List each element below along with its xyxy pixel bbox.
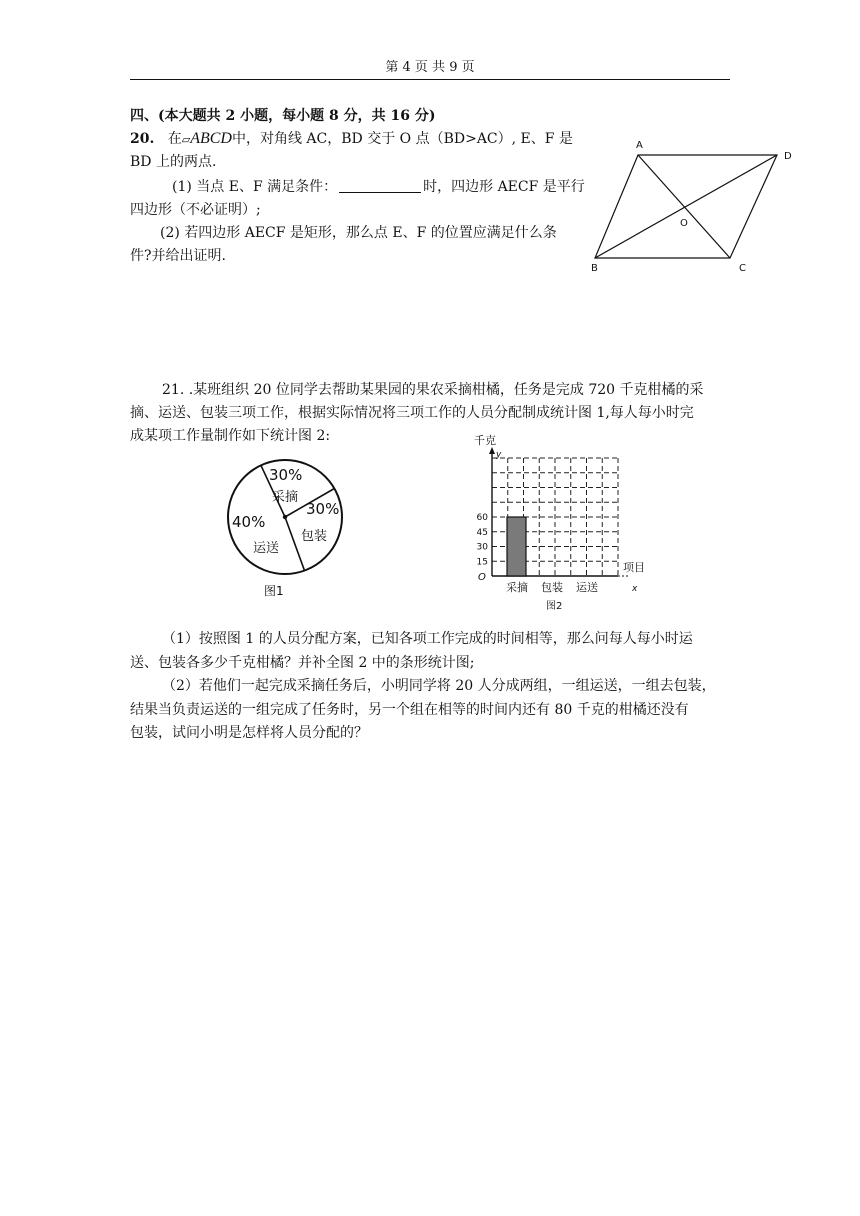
- pie-percent-1: 30%: [306, 500, 340, 518]
- q21-part2-line3: 包装，试问小明是怎样将人员分配的？: [130, 725, 368, 741]
- y-axis-label: 千克: [474, 434, 496, 447]
- category-label-0: 采摘: [506, 581, 528, 594]
- category-label-2: 运送: [576, 581, 598, 594]
- answer-blank[interactable]: [339, 178, 421, 193]
- q21-part2-line1: （2）若他们一起完成采摘任务后，小明同学将 20 人分成两组，一组运送，一组去包装，: [162, 678, 716, 694]
- label-b: B: [591, 263, 598, 274]
- q20-part2-line2: 件?并给出证明.: [130, 248, 226, 264]
- pie-label-1: 包装: [301, 529, 328, 544]
- parallelogram-figure: [585, 135, 800, 280]
- q20-part1-post: 时，四边形 AECF 是平行: [423, 179, 585, 195]
- pie-chart-figure1: [220, 452, 360, 602]
- pie-label-2: 运送: [253, 541, 280, 556]
- bar-chart-figure2: [460, 432, 660, 614]
- category-label-1: 包装: [541, 581, 563, 594]
- q20-part2-line1: (2) 若四边形 AECF 是矩形，那么点 E、F 的位置应满足什么条: [160, 225, 557, 241]
- q20-part1-line2: 四边形（不必证明）;: [130, 202, 261, 218]
- y-tick-60: 60: [476, 513, 488, 523]
- q20-part1-pre: (1) 当点 E、F 满足条件：: [172, 179, 338, 195]
- abcd-italic: ABCD: [190, 130, 232, 147]
- q21-part1-line1: （1）按照图 1 的人员分配方案，已知各项工作完成的时间相等，那么问每人每小时运: [162, 631, 693, 647]
- x-axis-letter: x: [632, 584, 638, 594]
- label-d: D: [784, 151, 792, 162]
- pie-center-dot: [283, 515, 287, 519]
- y-tick-30: 30: [476, 542, 488, 553]
- diagonal-ac: [638, 155, 730, 258]
- q21-part2-line2: 结果当负责运送的一组完成了任务时，另一个组在相等的时间内还有 80 千克的柑橘还没有: [130, 702, 689, 718]
- pie-slices: [228, 460, 342, 574]
- figure2-caption: 图2: [546, 601, 563, 612]
- header-rule: [130, 79, 730, 80]
- pie-label-0: 采摘: [272, 490, 299, 505]
- pie-percent-2: 40%: [232, 513, 266, 531]
- y-tick-15: 15: [476, 557, 488, 568]
- q20-number: 20.: [130, 131, 155, 147]
- pie-percent-0: 30%: [269, 466, 303, 484]
- x-axis-label: 项目: [623, 561, 645, 574]
- y-axis-letter: y: [496, 450, 502, 460]
- figure1-caption: 图1: [264, 584, 284, 598]
- bar-0: [507, 517, 526, 576]
- diagonal-bd: [595, 155, 777, 258]
- parallelogram-symbol: ▱: [181, 133, 191, 146]
- q21-intro-line2: 摘、运送、包装三项工作，根据实际情况将三项工作的人员分配制成统计图 1,每人每小时完: [130, 405, 694, 421]
- origin-label: O: [478, 572, 486, 583]
- bar-chart-marks: [474, 433, 645, 612]
- q20-line1: [130, 129, 573, 150]
- section-title: 四、(本大题共 2 小题，每小题 8 分，共 16 分): [130, 108, 436, 124]
- label-a: A: [636, 140, 643, 151]
- label-c: C: [739, 263, 746, 274]
- y-axis-arrow: [489, 447, 495, 454]
- page-header: 第 4 页 共 9 页: [385, 60, 475, 75]
- q20-part1: [172, 177, 585, 197]
- label-o: O: [680, 218, 688, 229]
- q20-line2: BD 上的两点.: [130, 154, 217, 170]
- q21-part1-line2: 送、包装各多少千克柑橘？并补全图 2 中的条形统计图;: [130, 655, 475, 671]
- q20-pre: 在: [167, 131, 182, 147]
- q21-intro-line1: 21. .某班组织 20 位同学去帮助某果园的果农采摘柑橘，任务是完成 720 千克柑橘的采: [162, 382, 704, 398]
- q21-intro-line3: 成某项工作量制作如下统计图 2:: [130, 428, 331, 444]
- q20-post: 中，对角线 AC，BD 交于 O 点（BD>AC）, E、F 是: [231, 131, 573, 147]
- y-tick-45: 45: [476, 527, 488, 538]
